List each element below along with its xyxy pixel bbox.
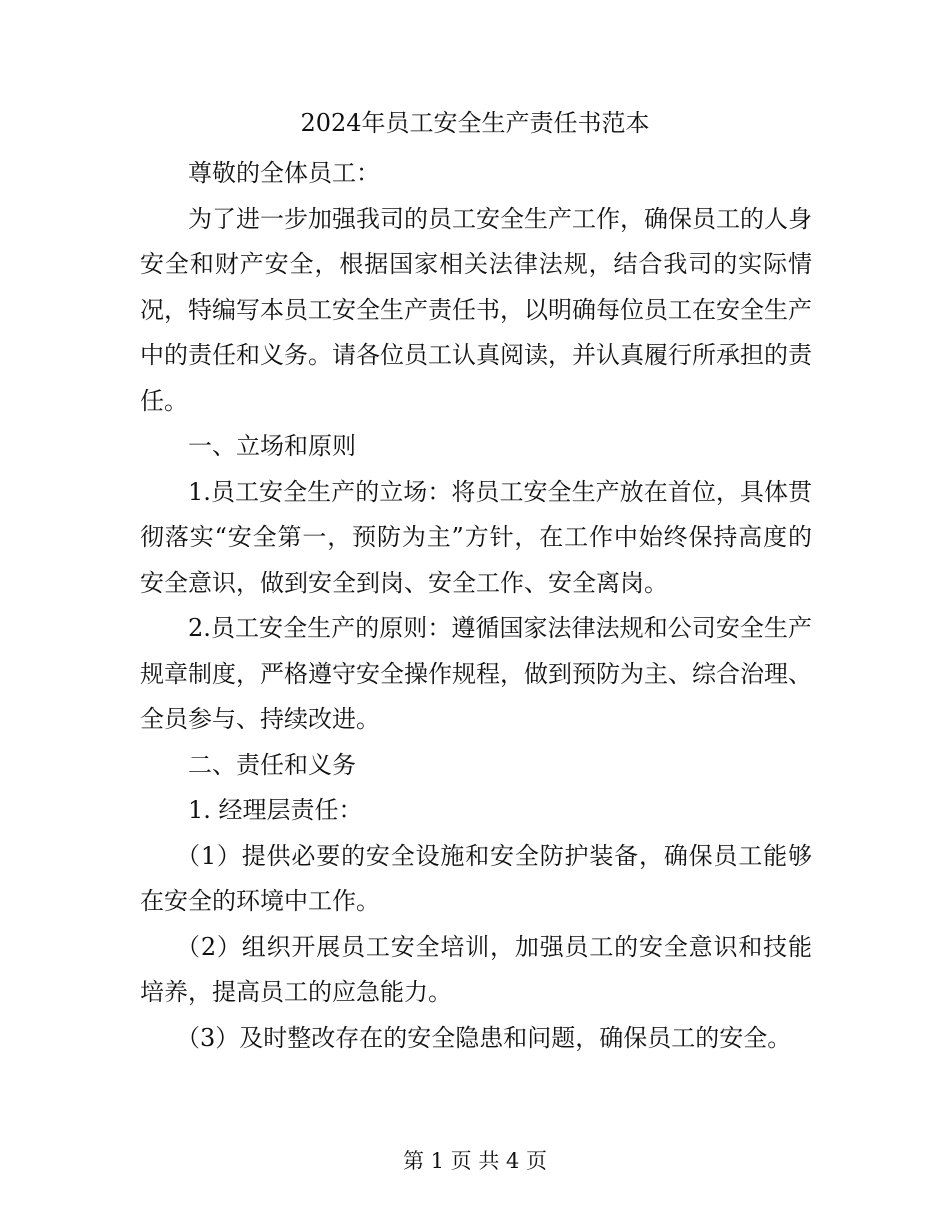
responsibility-subheading: 1. 经理层责任： — [188, 796, 363, 824]
principle-item-1: 1.员工安全生产的立场：将员工安全生产放在首位，具体贯彻落实“安全第一，预防为主”方针，在工作中始终保持高度的安全意识，做到安全到岗、安全工作、安全离岗。 — [140, 477, 812, 597]
responsibility-item-2: （2）组织开展员工安全培训，加强员工的安全意识和技能培养，提高员工的应急能力。 — [140, 932, 812, 1006]
intro-paragraph: 为了进一步加强我司的员工安全生产工作，确保员工的人身安全和财产安全，根据国家相关法律法规，结合我司的实际情况，特编写本员工安全生产责任书，以明确每位员工在安全生产中的责任和义务。请各位员工认真阅读，并认真履行所承担的责任。 — [140, 204, 812, 415]
salutation: 尊敬的全体员工： — [188, 159, 380, 187]
responsibility-item-1: （1）提供必要的安全设施和安全防护装备，确保员工能够在安全的环境中工作。 — [140, 841, 812, 915]
section-heading-1: 一、立场和原则 — [188, 432, 356, 460]
document-title: 2024年员工安全生产责任书范本 — [300, 109, 650, 137]
responsibility-item-3: （3）及时整改存在的安全隐患和问题，确保员工的安全。 — [176, 1023, 792, 1052]
principle-item-2: 2.员工安全生产的原则：遵循国家法律法规和公司安全生产规章制度，严格遵守安全操作规程，做到预防为主、综合治理、全员参与、持续改进。 — [140, 614, 812, 733]
document-body — [140, 151, 812, 1061]
page-footer: 第 1 页 共 4 页 — [402, 1149, 548, 1173]
section-heading-2: 二、责任和义务 — [188, 750, 356, 779]
